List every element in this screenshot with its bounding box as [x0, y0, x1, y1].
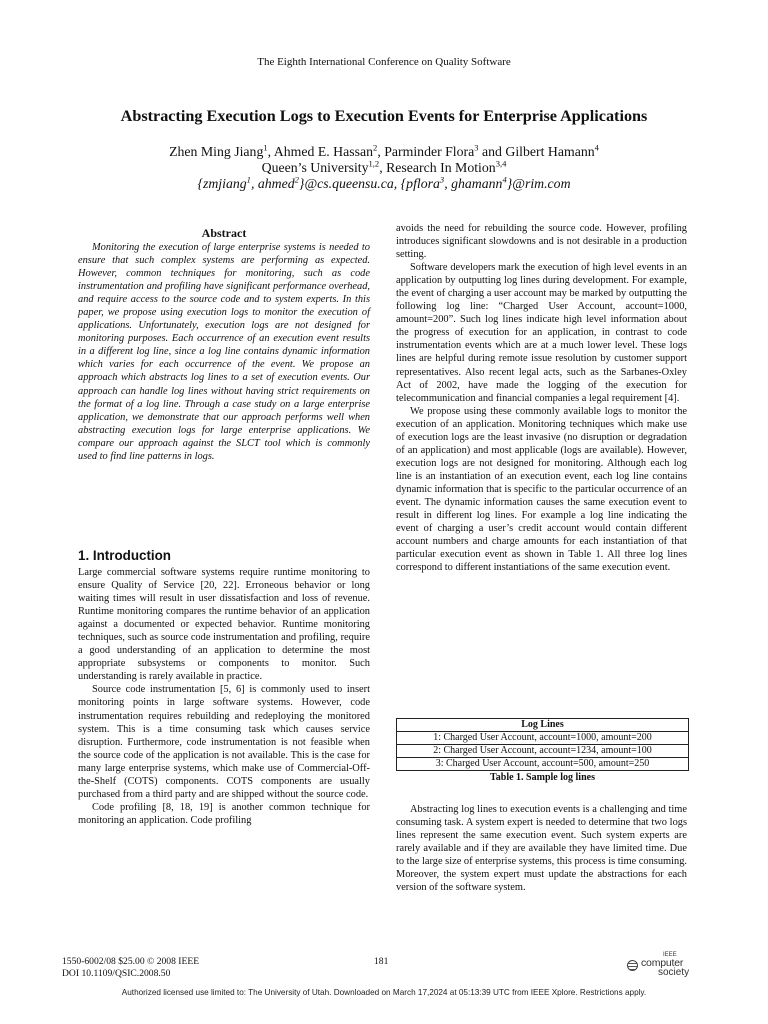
author-emails — [60, 176, 708, 192]
right-column-body-lower — [396, 803, 687, 894]
table-header: Log Lines — [397, 719, 689, 732]
footer-copyright — [62, 956, 199, 980]
table-caption: Table 1. Sample log lines — [490, 772, 595, 783]
author-names: Zhen Ming Jiang$^1$, Ahmed E. Hassan$^2$, Parminder Flora$^3$ and Gilbert Hamann$^4$ — [169, 142, 599, 159]
affiliation-mark: 3 — [474, 142, 479, 153]
paragraph: Source code instrumentation [5, 6] is commonly used to insert monitoring points in large software systems. However, code instrumentation requires rebuilding and redeploying the monitored system. This is a time consuming task which causes service disruption. Furthermore, code instrumentation is not feasible when the source code of the application is not available. This is the case for many large enterprise systems, which make use of Commercial-Off-the-Shelf (COTS) components. COTS components are usually purchased from a third party and are shipped without the source code. — [78, 684, 370, 800]
affiliation-mark: 3,4 — [495, 158, 507, 169]
table-row — [397, 758, 689, 771]
author-name: Ahmed E. Hassan — [273, 144, 374, 159]
table-cell: 1: Charged User Account, account=1000, amount=200 — [397, 732, 689, 745]
affiliation-mark: 4 — [594, 142, 599, 153]
table-cell: 2: Charged User Account, account=1234, amount=100 — [397, 745, 689, 758]
paragraph: We propose using these commonly available logs to monitor the execution of an application. Monitoring techniques which make use of execution logs are the least invasive (no disruption or degradation of an application) and most applicable (logs are available). However, execution logs are not designed for monitoring. Although each log line is an instantiation of an execution event, each log line contains dynamic information that is specific to the particular occurrence of an event. The dynamic information causes the same execution event to result in different log lines. For example a log line indicating the event of charging a user’s credit account would contain different account numbers and charge amounts for each instantiation of that particular execution event as shown in Table 1. All three log lines correspond to different instantiations of the same execution event. — [396, 405, 687, 574]
page-number: 181 — [374, 956, 389, 967]
table-row — [397, 745, 689, 758]
affiliation-mark: 1,2 — [368, 158, 380, 169]
license-notice: Authorized licensed use limited to: The University of Utah. Downloaded on March 17,2024 at 05:13:39 UTC from IEEE Xplore. Restrictions apply. — [121, 988, 647, 997]
institution: Queen’s University — [261, 160, 369, 175]
right-column-body — [396, 222, 687, 574]
email-part: }@cs.queensu.ca, {pflora — [298, 176, 440, 191]
paragraph: Code profiling [8, 18, 19] is another common technique for monitoring an application. Code profiling — [78, 801, 370, 826]
abstract-text: Monitoring the execution of large enterprise systems is needed to ensure that such complex systems are performing as expected. However, common techniques for monitoring, such as code instrumentation and profiling have significant performance overhead, and require access to the source code and to system experts. In this paper, we propose using execution logs to monitor the execution of applications. Unfortunately, execution logs are not designed for monitoring purposes. Each occurrence of an execution event results in a different log line, since a log line contains dynamic information which varies for each occurrence of the event. We propose an approach which abstracts log lines to a set of execution events. Our approach can handle log lines without having strict requirements on the format of a log line. Through a case study on a large enterprise application, we demonstrate that our approach performs well when abstracting execution logs for large enterprise applications. We compare our approach against the SLCT tool which is commonly used to find line patterns in logs. — [78, 242, 370, 462]
doi-line: DOI 10.1109/QSIC.2008.50 — [62, 968, 171, 979]
email-part: {zmjiang — [197, 176, 247, 191]
section-heading-introduction: 1. Introduction — [78, 548, 171, 563]
email-part: , ghamann — [444, 176, 503, 191]
author-name: Zhen Ming Jiang — [169, 144, 264, 159]
email-part: , ahmed — [250, 176, 295, 191]
table-header-row — [397, 719, 689, 732]
globe-icon — [627, 960, 638, 971]
author-name: and Gilbert Hamann — [482, 144, 595, 159]
ieee-computer-society-logo — [627, 952, 699, 978]
paragraph: Software developers mark the execution of high level events in an application by outputting log lines during development. For example, the event of charging a user account may be marked by outputting the following log line: “Charged User Account, account=1000, amount=200”. Such log lines indicate high level information about the progress of execution for an application, in contrast to code instrumentation events which are at a much lower level. These logs lines are helpful during remote issue resolution by customer support representatives. Also recent legal acts, such as the Sarbanes-Oxley Act of 2002, have made the logging of the execution for telecommunication and financial companies a legal requirement [4]. — [396, 262, 687, 404]
logo-society-text: society — [658, 967, 690, 978]
author-block — [60, 144, 708, 192]
affiliation-mark: 1 — [246, 174, 251, 185]
email-part: }@rim.com — [506, 176, 571, 191]
affiliation-mark: 2 — [294, 174, 299, 185]
abstract-heading: Abstract — [201, 226, 247, 240]
table-cell: 3: Charged User Account, account=500, amount=250 — [397, 758, 689, 771]
log-lines-table — [396, 718, 689, 771]
affiliation-mark: 3 — [439, 174, 445, 185]
paragraph: Abstracting log lines to execution events is a challenging and time consuming task. A system expert is needed to determine that two logs lines represent the same execution event. Such system experts are rarely available and if they are available they have limited time. Due to the large size of enterprise systems, this process is time consuming. Moreover, the system expert must update the abstractions for each version of the software system. — [396, 804, 687, 894]
author-name: Parminder Flora — [384, 144, 475, 159]
abstract-body — [78, 241, 370, 463]
paper-title: Abstracting Execution Logs to Execution Events for Enterprise Applications — [120, 107, 648, 125]
affiliation-mark: 1 — [263, 142, 268, 153]
affiliation-mark: 4 — [502, 174, 507, 185]
paragraph: avoids the need for rebuilding the source code. However, profiling introduces significant slowdowns and is not desirable in a production setting. — [396, 223, 687, 261]
logo-ieee-text: IEEE — [663, 952, 677, 958]
left-column-body — [78, 566, 370, 827]
paragraph: Large commercial software systems require runtime monitoring to ensure Quality of Service [20, 22]. Erroneous behavior or long waiting times will result in user dissatisfaction and loss of revenue. Runtime monitoring compares the runtime behavior of an application against a documented or expected behavior. Runtime monitoring techniques, such as source code instrumentation and profiling, require a good understanding of an application to determine the most appropriate subsystems or components to monitor. Such understanding is rarely available in practice. — [78, 567, 370, 683]
logo-computer-text: computer — [641, 957, 684, 969]
conference-header: The Eighth International Conference on Quality Software — [257, 56, 511, 68]
affiliations: Queen’s University$^{1,2}$, Research In Motion$^{3,4}$ — [261, 158, 507, 175]
institution: Research In Motion — [386, 160, 496, 175]
issn-line: 1550-6002/08 $25.00 © 2008 IEEE — [62, 956, 200, 967]
affiliation-mark: 2 — [373, 142, 378, 153]
table-row — [397, 732, 689, 745]
